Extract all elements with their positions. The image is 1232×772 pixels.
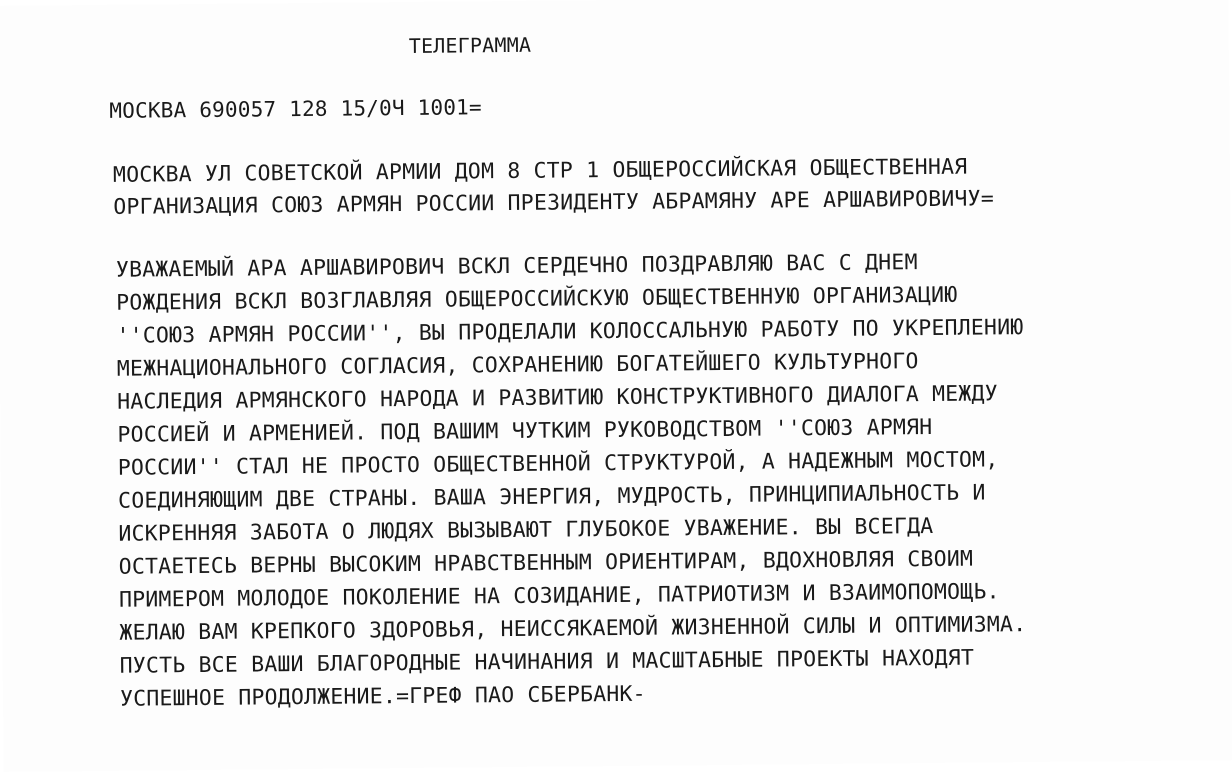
message-line: МЕЖНАЦИОНАЛЬНОГО СОГЛАСИЯ, СОХРАНЕНИЮ БОГАТЕЙШЕГО КУЛЬТУРНОГО xyxy=(116,349,919,382)
message-line: ПРИМЕРОМ МОЛОДОЕ ПОКОЛЕНИЕ НА СОЗИДАНИЕ, ПАТРИОТИЗМ И ВЗАИМОПОМОЩЬ. xyxy=(118,579,1000,613)
message-line: ОСТАЕТЕСЬ ВЕРНЫ ВЫСОКИМ НРАВСТВЕННЫМ ОРИЕНТИРАМ, ВДОХНОВЛЯЯ СВОИМ xyxy=(118,546,974,580)
message-line: РОССИИ'' СТАЛ НЕ ПРОСТО ОБЩЕСТВЕННОЙ СТРУКТУРОЙ, А НАДЕЖНЫМ МОСТОМ, xyxy=(117,447,999,481)
message-line: УВАЖАЕМЫЙ АРА АРШАВИРОВИЧ ВСКЛ СЕРДЕЧНО ПОЗДРАВЛЯЮ ВАС С ДНЕМ xyxy=(115,250,918,283)
telegram-title: ТЕЛЕГРАММА xyxy=(408,32,532,58)
message-line: СОЕДИНЯЮЩИМ ДВЕ СТРАНЫ. ВАША ЭНЕРГИЯ, МУДРОСТЬ, ПРИНЦИПИАЛЬНОСТЬ И xyxy=(117,480,986,514)
message-line: РОЖДЕНИЯ ВСКЛ ВОЗГЛАВЛЯЯ ОБЩЕРОССИЙСКУЮ ОБЩЕСТВЕННУЮ ОРГАНИЗАЦИЮ xyxy=(116,282,958,316)
message-line: ''СОЮЗ АРМЯН РОССИИ'', ВЫ ПРОДЕЛАЛИ КОЛОССАЛЬНУЮ РАБОТУ ПО УКРЕПЛЕНИЮ xyxy=(116,315,1024,349)
message-line: ИСКРЕННЯЯ ЗАБОТА О ЛЮДЯХ ВЫЗЫВАЮТ ГЛУБОКОЕ УВАЖЕНИЕ. ВЫ ВСЕГДА xyxy=(118,513,934,547)
recipient-address-line: МОСКВА УЛ СОВЕТСКОЙ АРМИИ ДОМ 8 СТР 1 ОБЩЕРОССИЙСКАЯ ОБЩЕСТВЕННАЯ xyxy=(112,154,968,188)
message-signature-line: УСПЕШНОЕ ПРОДОЛЖЕНИЕ.=ГРЕФ ПАО СБЕРБАНК- xyxy=(119,681,646,712)
recipient-address-line: ОРГАНИЗАЦИЯ СОЮЗ АРМЯН РОССИИ ПРЕЗИДЕНТУ АБРАМЯНУ АРЕ АРШАВИРОВИЧУ= xyxy=(113,186,995,220)
message-line: НАСЛЕДИЯ АРМЯНСКОГО НАРОДА И РАЗВИТИЮ КОНСТРУКТИВНОГО ДИАЛОГА МЕЖДУ xyxy=(117,381,998,415)
telegram-service-header: МОСКВА 690057 128 15/0Ч 1001= xyxy=(109,95,482,123)
message-line: РОССИЕЙ И АРМЕНИЕЙ. ПОД ВАШИМ ЧУТКИМ РУКОВОДСТВОМ ''СОЮЗ АРМЯН xyxy=(117,414,933,448)
message-line: ПУСТЬ ВСЕ ВАШИ БЛАГОРОДНЫЕ НАЧИНАНИЯ И МАСШТАБНЫЕ ПРОЕКТЫ НАХОДЯТ xyxy=(119,645,975,679)
message-line: ЖЕЛАЮ ВАМ КРЕПКОГО ЗДОРОВЬЯ, НЕИССЯКАЕМОЙ ЖИЗНЕННОЙ СИЛЫ И ОПТИМИЗМА. xyxy=(119,612,1027,646)
